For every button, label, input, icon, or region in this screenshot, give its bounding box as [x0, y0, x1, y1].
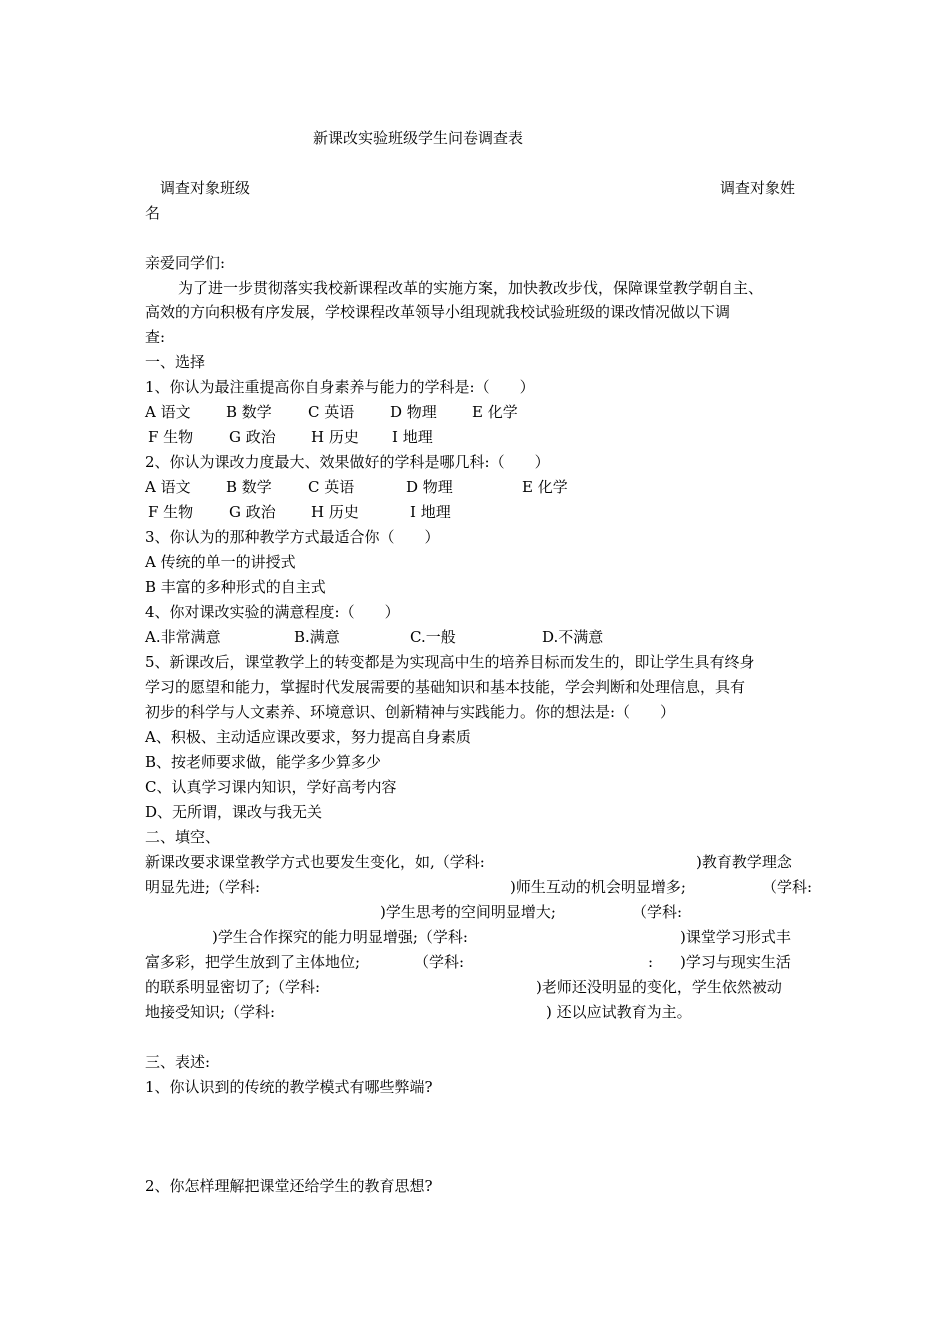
fill-line-2-b: )师生互动的机会明显增多; [510, 878, 686, 896]
q1-option-f: F 生物 [148, 428, 194, 446]
fill-line-5-d: )学习与现实生活 [680, 953, 791, 971]
class-label: 调查对象班级 [160, 179, 251, 197]
q4-option-a: A.非常满意 [145, 628, 221, 646]
fill-line-6-b: )老师还没明显的变化，学生依然被动 [536, 978, 782, 996]
fill-line-1-a: 新课改要求课堂教学方式也要发生变化，如,（学科: [145, 853, 485, 871]
fill-line-4-a: )学生合作探究的能力明显增强;（学科: [212, 928, 468, 946]
q2-option-e: E 化学 [522, 478, 568, 496]
q1-option-c: C 英语 [308, 403, 355, 421]
q2-option-c: C 英语 [308, 478, 355, 496]
q4-option-c: C.一般 [410, 628, 456, 646]
q1-option-i: I 地理 [392, 428, 433, 446]
q2-option-a: A 语文 [145, 478, 191, 496]
q1-option-b: B 数学 [226, 403, 272, 421]
q1-option-d: D 物理 [390, 403, 437, 421]
q1-text: 1、你认为最注重提高你自身素养与能力的学科是:（ ） [145, 378, 535, 396]
q2-option-h: H 历史 [311, 503, 359, 521]
fill-line-5-a: 富多彩，把学生放到了主体地位; [145, 953, 361, 971]
q5-option-a: A、积极、主动适应课改要求，努力提高自身素质 [145, 728, 471, 746]
name-label-part1: 调查对象姓 [720, 179, 796, 197]
intro-line-3: 查: [145, 328, 166, 346]
fill-line-3-b: （学科: [632, 903, 683, 921]
greeting: 亲爱同学们: [145, 254, 226, 272]
q1-option-h: H 历史 [311, 428, 359, 446]
q3-option-a: A 传统的单一的讲授式 [145, 553, 296, 571]
q1-option-e: E 化学 [472, 403, 518, 421]
q5-option-b: B、按老师要求做，能学多少算多少 [145, 753, 382, 771]
q4-option-b: B.满意 [294, 628, 340, 646]
q2-option-g: G 政治 [229, 503, 276, 521]
q3-text: 3、你认为的那种教学方式最适合你（ ） [145, 528, 440, 546]
q5-option-c: C、认真学习课内知识，学好高考内容 [145, 778, 397, 796]
q1-option-a: A 语文 [145, 403, 191, 421]
q2-option-d: D 物理 [406, 478, 453, 496]
q3-option-b: B 丰富的多种形式的自主式 [145, 578, 326, 596]
q2-option-f: F 生物 [148, 503, 194, 521]
fill-line-3-a: )学生思考的空间明显增大; [380, 903, 556, 921]
intro-line-1: 为了进一步贯彻落实我校新课程改革的实施方案，加快教改步伐，保障课堂教学朝自主、 [178, 279, 764, 297]
document-title: 新课改实验班级学生问卷调查表 [313, 129, 524, 147]
fill-line-7-a: 地接受知识;（学科: [145, 1003, 276, 1021]
fill-line-4-b: )课堂学习形式丰 [680, 928, 791, 946]
section2-heading: 二、填空、 [145, 828, 221, 846]
q2-text: 2、你认为课改力度最大、效果做好的学科是哪几科:（ ） [145, 453, 550, 471]
q4-option-d: D.不满意 [542, 628, 604, 646]
section1-heading: 一、选择 [145, 353, 206, 371]
q5-line-3: 初步的科学与人文素养、环境意识、创新精神与实践能力。你的想法是:（ ） [145, 703, 676, 721]
fill-line-5-b: （学科: [414, 953, 465, 971]
name-label-part2: 名 [145, 204, 161, 222]
q5-option-d: D、无所谓，课改与我无关 [145, 803, 323, 821]
fill-line-7-b: ) 还以应试教育为主。 [546, 1003, 692, 1021]
q4-text: 4、你对课改实验的满意程度:（ ） [145, 603, 400, 621]
section3-heading: 三、表述: [145, 1053, 211, 1071]
fill-line-2-a: 明显先进;（学科: [145, 878, 261, 896]
q5-line-2: 学习的愿望和能力，掌握时代发展需要的基础知识和基本技能，学会判断和处理信息，具有 [145, 678, 746, 696]
fill-line-6-a: 的联系明显密切了;（学科: [145, 978, 321, 996]
intro-line-2: 高效的方向积极有序发展，学校课程改革领导小组现就我校试验班级的课改情况做以下调 [145, 303, 731, 321]
q5-line-1: 5、新课改后，课堂教学上的转变都是为实现高中生的培养目标而发生的，即让学生具有终身 [145, 653, 755, 671]
q2-option-b: B 数学 [226, 478, 272, 496]
fill-line-5-c: : [648, 953, 654, 971]
q1-option-g: G 政治 [229, 428, 276, 446]
fill-line-2-c: （学科: [762, 878, 813, 896]
q2-option-i: I 地理 [410, 503, 451, 521]
section3-question-2: 2、你怎样理解把课堂还给学生的教育思想? [145, 1177, 433, 1195]
section3-question-1: 1、你认识到的传统的教学模式有哪些弊端? [145, 1078, 433, 1096]
fill-line-1-b: )教育教学理念 [696, 853, 792, 871]
